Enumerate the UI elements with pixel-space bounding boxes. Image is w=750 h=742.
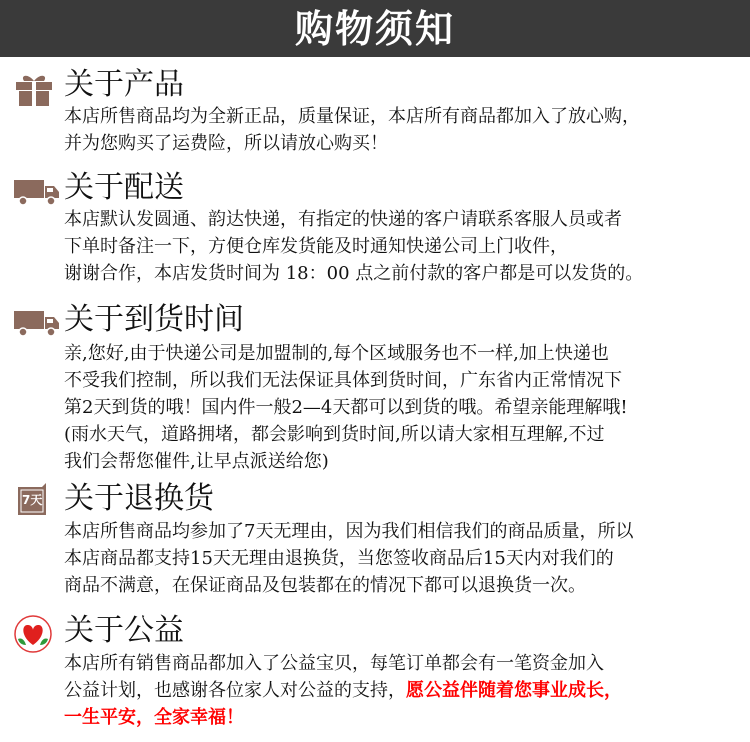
charity-line-2-text: 公益计划，也感谢各位家人对公益的支持， xyxy=(64,680,406,701)
charity-slogan: 愿公益伴随着您事业成长， xyxy=(406,680,622,701)
charity-line-1: 本店所有销售商品都加入了公益宝贝，每笔订单都会有一笔资金加入 xyxy=(64,653,604,674)
charity-heart-icon xyxy=(12,615,54,657)
arrival-line-2: 不受我们控制，所以我们无法保证具体到货时间，广东省内正常情况下 xyxy=(64,370,622,391)
truck-icon xyxy=(14,309,60,341)
arrival-line-1: 亲,您好,由于快递公司是加盟制的,每个区域服务也不一样,加上快递也 xyxy=(64,343,609,364)
section-product xyxy=(0,66,750,166)
return-badge-text: 7天 xyxy=(22,493,43,507)
shipping-line-1: 本店默认发圆通、韵达快递，有指定的快递的客户请联系客服人员或者 xyxy=(64,209,622,230)
section-arrival xyxy=(0,302,750,472)
section-title-charity: 关于公益 xyxy=(64,613,184,648)
arrival-line-5: 我们会帮您催件,让早点派送给您) xyxy=(64,451,329,472)
section-title-arrival: 关于到货时间 xyxy=(64,302,244,337)
section-returns xyxy=(0,481,750,601)
returns-line-1: 本店所售商品均参加了7天无理由，因为我们相信我们的商品质量，所以 xyxy=(64,521,634,542)
seven-day-return-icon xyxy=(16,483,48,519)
section-title-shipping: 关于配送 xyxy=(64,170,184,205)
truck-icon xyxy=(14,178,60,210)
shipping-line-3: 谢谢合作，本店发货时间为 18：00 点之前付款的客户都是可以发货的。 xyxy=(64,263,644,284)
arrival-line-3: 第2天到货的哦！国内件一般2—4天都可以到货的哦。希望亲能理解哦! xyxy=(64,397,628,418)
returns-line-2: 本店商品都支持15天无理由退换货，当您签收商品后15天内对我们的 xyxy=(64,548,614,569)
arrival-line-4: (雨水天气，道路拥堵，都会影响到货时间,所以请大家相互理解,不过 xyxy=(64,424,605,445)
page-title: 购物须知 xyxy=(294,6,455,51)
section-title-returns: 关于退换货 xyxy=(64,481,214,516)
gift-icon xyxy=(14,73,54,111)
shipping-line-2: 下单时备注一下，方便仓库发货能及时通知快递公司上门收件， xyxy=(64,236,568,257)
product-line-2: 并为您购买了运费险，所以请放心购买！ xyxy=(64,133,388,154)
charity-line-2 xyxy=(64,679,622,703)
section-title-product: 关于产品 xyxy=(64,67,184,102)
returns-line-3: 商品不满意，在保证商品及包装都在的情况下都可以退换货一次。 xyxy=(64,575,586,596)
section-shipping xyxy=(0,170,750,290)
charity-blessing: 一生平安，全家幸福！ xyxy=(64,707,244,728)
product-line-1: 本店所售商品均为全新正品，质量保证，本店所有商品都加入了放心购， xyxy=(64,106,640,127)
section-charity xyxy=(0,613,750,738)
